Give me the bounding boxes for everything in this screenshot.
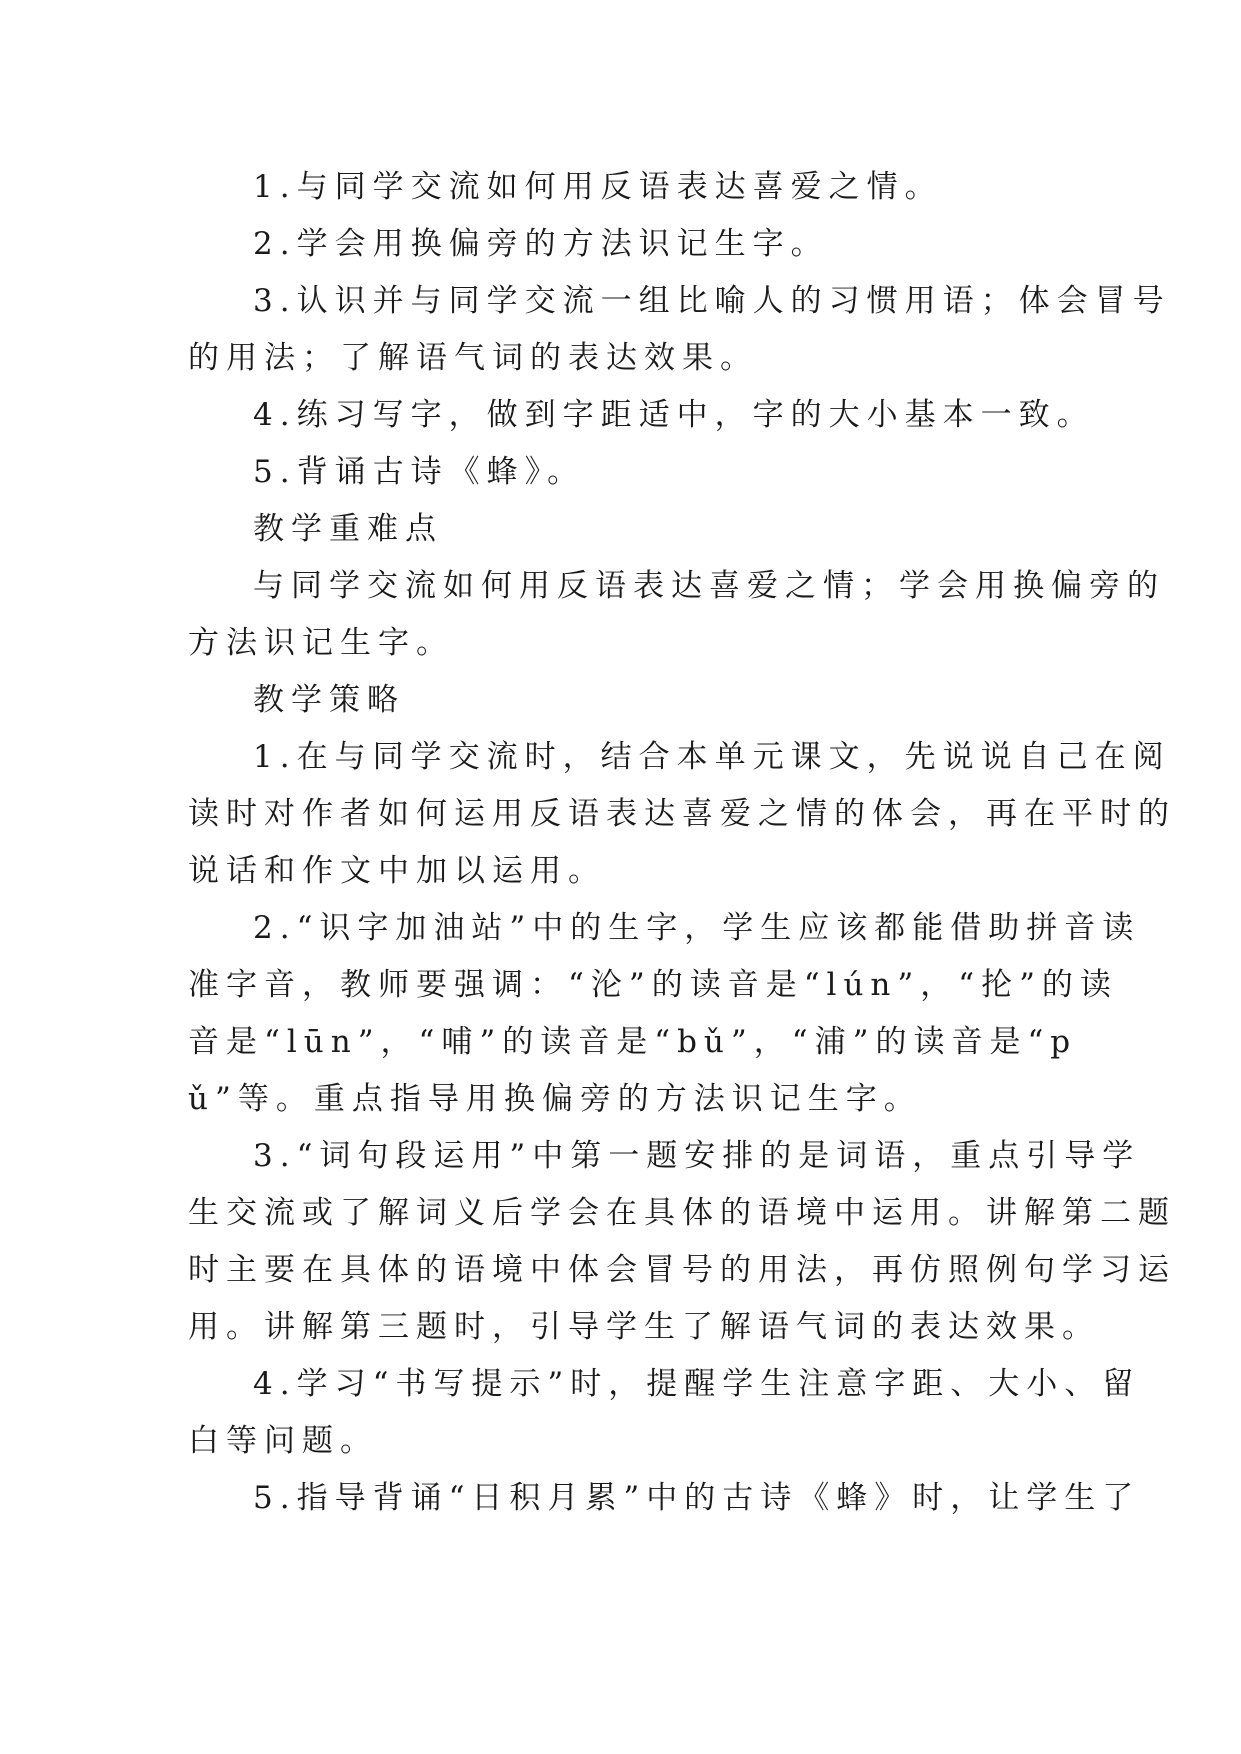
strategy-2-line-3: 音是“lūn”，“哺”的读音是“bǔ”，“浦”的读音是“p bbox=[188, 1024, 1078, 1060]
strategy-4-line-2: 白等问题。 bbox=[188, 1423, 378, 1459]
strategy-2-line-2: 准字音，教师要强调：“沦”的读音是“lún”，“抡”的读 bbox=[188, 967, 1118, 1003]
strategy-1-line-3: 说话和作文中加以运用。 bbox=[188, 853, 606, 889]
strategy-2-line-4: ǔ”等。重点指导用换偏旁的方法识记生字。 bbox=[188, 1081, 922, 1117]
section-heading-strategy: 教学策略 bbox=[253, 682, 405, 718]
strategy-4-line-1: 4.学习“书写提示”时，提醒学生注意字距、大小、留 bbox=[253, 1366, 1141, 1402]
strategy-3-line-3: 时主要在具体的语境中体会冒号的用法，再仿照例句学习运 bbox=[188, 1252, 1176, 1288]
strategy-1-line-1: 1.在与同学交流时，结合本单元课文，先说说自己在阅 bbox=[253, 739, 1171, 775]
objective-5: 5.背诵古诗《蜂》。 bbox=[253, 454, 586, 490]
objective-3-line-1: 3.认识并与同学交流一组比喻人的习惯用语；体会冒号 bbox=[253, 283, 1171, 319]
objective-3-line-2: 的用法；了解语气词的表达效果。 bbox=[188, 340, 758, 376]
key-points-line-2: 方法识记生字。 bbox=[188, 625, 454, 661]
objective-2: 2.学会用换偏旁的方法识记生字。 bbox=[253, 226, 829, 262]
strategy-3-line-4: 用。讲解第三题时，引导学生了解语气词的表达效果。 bbox=[188, 1309, 1100, 1345]
key-points-line-1: 与同学交流如何用反语表达喜爱之情；学会用换偏旁的 bbox=[253, 568, 1165, 604]
strategy-3-line-1: 3.“词句段运用”中第一题安排的是词语，重点引导学 bbox=[253, 1138, 1141, 1174]
strategy-2-line-1: 2.“识字加油站”中的生字，学生应该都能借助拼音读 bbox=[253, 910, 1141, 946]
strategy-1-line-2: 读时对作者如何运用反语表达喜爱之情的体会，再在平时的 bbox=[188, 796, 1176, 832]
objective-4: 4.练习写字，做到字距适中，字的大小基本一致。 bbox=[253, 397, 1095, 433]
strategy-3-line-2: 生交流或了解词义后学会在具体的语境中运用。讲解第二题 bbox=[188, 1195, 1176, 1231]
strategy-5-line-1: 5.指导背诵“日积月累”中的古诗《蜂》时，让学生了 bbox=[253, 1480, 1141, 1516]
objective-1: 1.与同学交流如何用反语表达喜爱之情。 bbox=[253, 169, 943, 205]
section-heading-key-points: 教学重难点 bbox=[253, 511, 443, 547]
